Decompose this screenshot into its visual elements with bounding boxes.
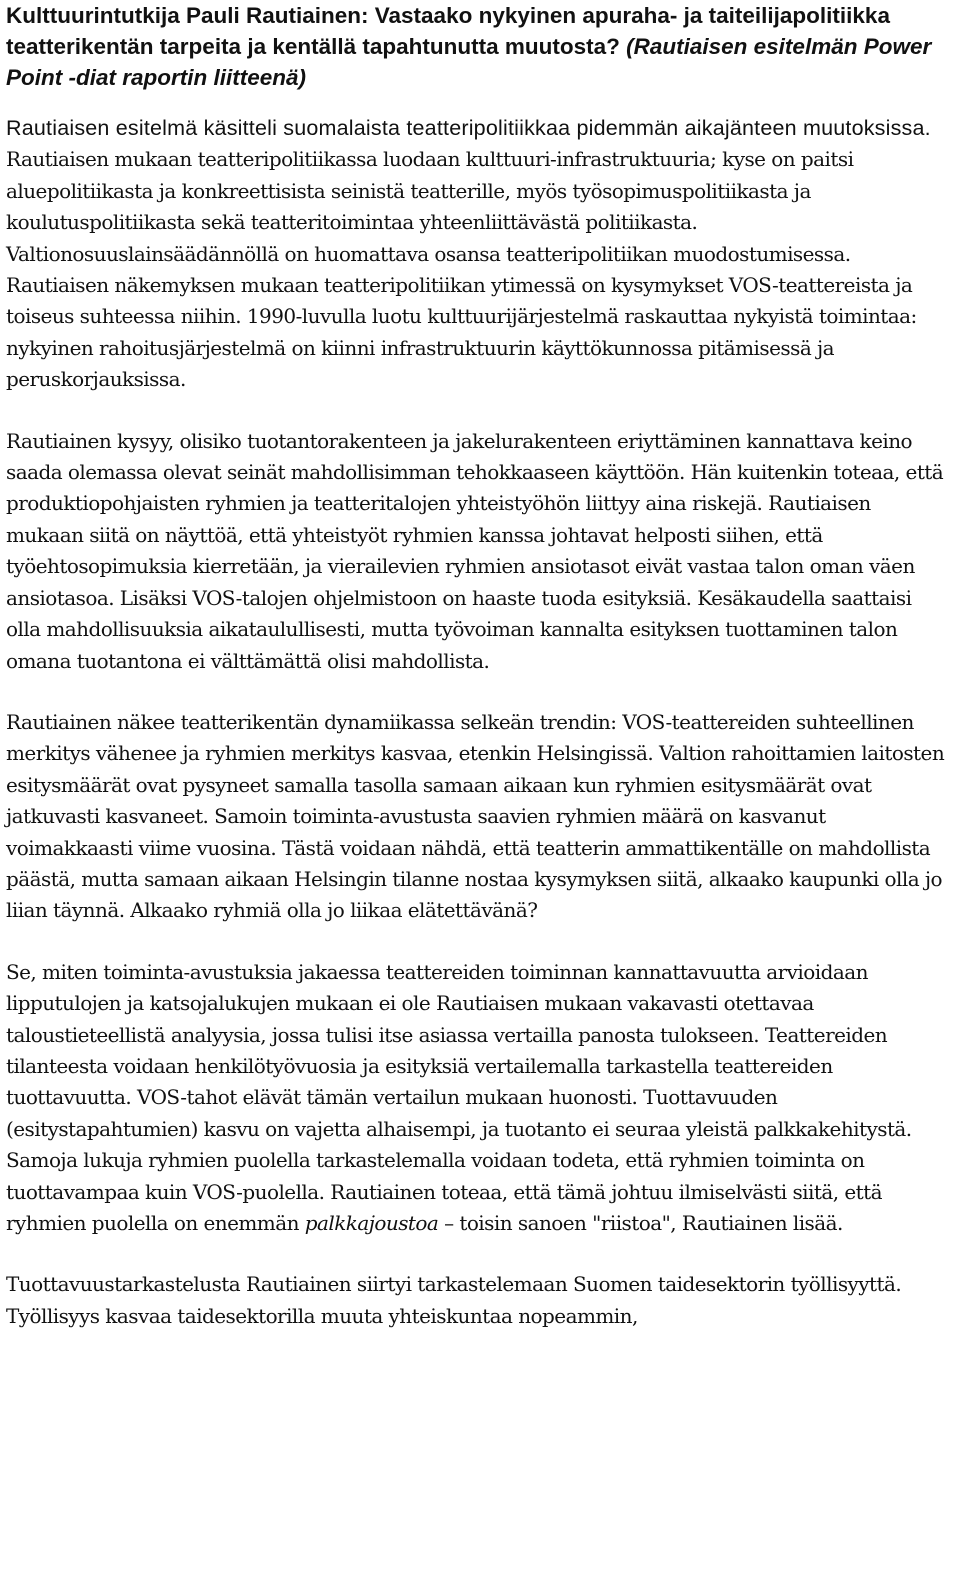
- paragraph-3: Rautiainen näkee teatterikentän dynamiikassa selkeän trendin: VOS-teattereiden suhteellinen merkitys vähenee ja ryhmien merkitys kasvaa, etenkin Helsingissä. Valtion rahoittamien laitosten esitysmäärät ovat pysyneet samalla tasolla samaan aikaan kun ryhmien esitysmäärät ovat jatkuvasti kasvaneet. Samoin toiminta-avustusta saavien ryhmien määrä on kasvanut voimakkaasti viime vuosina. Tästä voidaan nähdä, että teatterin ammattikentälle on mahdollista päästä, mutta samaan aikaan Helsingin tilanne nostaa kysymyksen siitä, alkaako kaupunki olla jo liian täynnä. Alkaako ryhmiä olla jo liikaa elätettävänä?: [6, 709, 945, 923]
- paragraph-5: Tuottavuustarkastelusta Rautiainen siirtyi tarkastelemaan Suomen taidesektorin työllisyyttä. Työllisyys kasvaa taidesektorilla muuta yhteiskuntaa nopeammin,: [6, 1272, 902, 1328]
- paragraph-4: [6, 957, 950, 1240]
- heading-main: Kulttuurintutkija Pauli Rautiainen: Vastaako nykyinen apuraha- ja taiteilijapolitiikka teatterikentän tarpeita ja kentällä tapahtunutta muutosta?: [6, 3, 890, 59]
- paragraph-2: Rautiainen kysyy, olisiko tuotantorakenteen ja jakelurakenteen eriyttäminen kannattava keino saada olemassa olevat seinät mahdollisimman tehokkaaseen käyttöön. Hän kuitenkin toteaa, että produktiopohjaisten ryhmien ja teatteritalojen yhteistyöhön liittyy aina riskejä. Rautiaisen mukaan siitä on näyttöä, että yhteistyöt ryhmien kanssa johtavat helposti siihen, että työehtosopimuksia kierretään, ja vierailevien ryhmien ansiotasot eivät vastaa talon oman väen ansiotasoa. Lisäksi VOS-talojen ohjelmistoon on haaste tuoda esityksiä. Kesäkaudella saattaisi olla mahdollisuuksia aikataulullisesti, mutta työvoiman kannalta esityksen tuottaminen talon omana tuotantona ei välttämättä olisi mahdollista.: [6, 428, 944, 673]
- document-page: [6, 0, 950, 1332]
- document-heading: [6, 0, 950, 93]
- paragraph-4-start: Se, miten toiminta-avustuksia jakaessa teattereiden toiminnan kannattavuutta arvioidaan lipputulojen ja katsojalukujen mukaan ei ole Rautiaisen mukaan vakavasti otettavaa taloustieteellistä analyysia, jossa tulisi itse asiassa vertailla panosta tulokseen. Teattereiden tilanteesta voidaan henkilötyövuosia ja esityksiä vertailemalla tarkastella teattereiden tuottavuutta. VOS-tahot elävät tämän vertailun mukaan huonosti. Tuottavuuden (esitystapahtumien) kasvu on vajetta alhaisempi, ja tuotanto ei seuraa yleistä palkkakehitystä. Samoja lukuja ryhmien puolella tarkastelemalla voidaan todeta, että ryhmien toiminta on tuottavampaa kuin VOS-puolella. Rautiainen toteaa, että tämä johtuu ilmiselvästi siitä, että ryhmien puolella on enemmän: [6, 959, 912, 1235]
- heading-subtitle: (Rautiaisen esitelmän Power Point -diat raportin liitteenä): [6, 34, 932, 90]
- paragraph-1: [6, 113, 950, 396]
- paragraph-1-lead: Rautiaisen esitelmä käsitteli suomalaista teatteripolitiikkaa pidemmän aikajänteen muutoksissa.: [6, 116, 931, 140]
- paragraph-4-emphasis: palkkajoustoa: [304, 1211, 439, 1235]
- paragraph-4-end: – toisin sanoen "riistoa", Rautiainen lisää.: [438, 1211, 843, 1235]
- paragraph-1-body: Rautiaisen mukaan teatteripolitiikassa luodaan kulttuuri-infrastruktuuria; kyse on paitsi aluepolitiikasta ja konkreettisista seinistä teatterille, myös työsopimuspolitiikasta ja koulutuspolitiikasta sekä teatteritoimintaa yhteenliittävästä politiikasta. Valtionosuuslainsäädännöllä on huomattava osansa teatteripolitiikan muodostumisessa. Rautiaisen näkemyksen mukaan teatteripolitiikan ytimessä on kysymykset VOS-teattereista ja toiseus suhteessa niihin. 1990-luvulla luotu kulttuurijärjestelmä raskauttaa nykyistä toimintaa: nykyinen rahoitusjärjestelmä on kiinni infrastruktuurin käyttökunnossa pitämisessä ja peruskorjauksissa.: [6, 147, 917, 392]
